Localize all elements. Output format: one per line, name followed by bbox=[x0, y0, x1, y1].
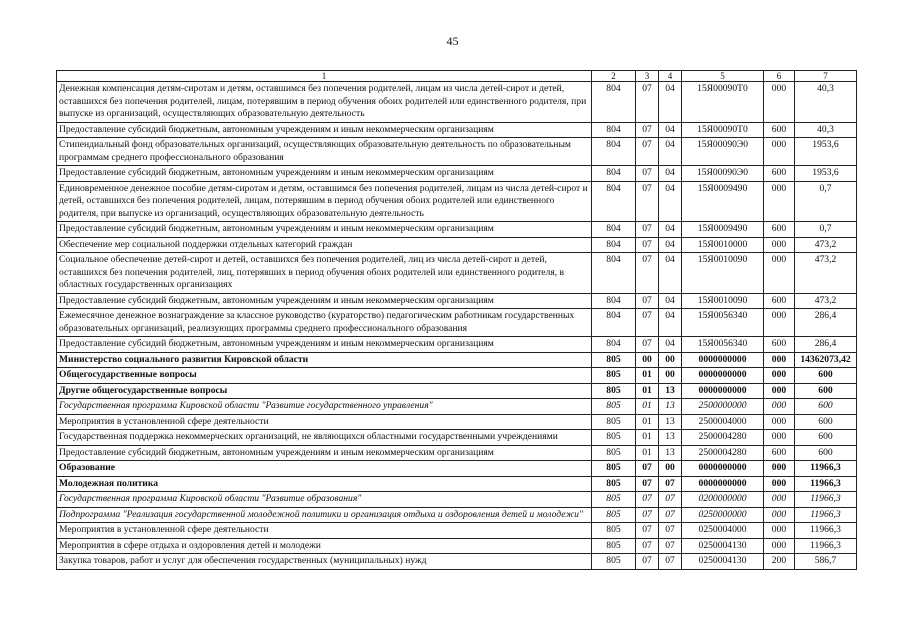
section-code-cell: 07 bbox=[636, 293, 659, 309]
target-article-code-cell: 0000000000 bbox=[682, 383, 764, 399]
section-code-cell: 07 bbox=[636, 237, 659, 253]
section-code-cell: 07 bbox=[636, 309, 659, 337]
subsection-code-cell: 04 bbox=[659, 181, 682, 222]
target-article-code-cell: 2500000000 bbox=[682, 399, 764, 415]
table-row bbox=[57, 383, 857, 399]
table-row bbox=[57, 138, 857, 166]
expense-type-code-cell: 600 bbox=[764, 293, 795, 309]
ministry-code-cell: 805 bbox=[592, 352, 636, 368]
section-code-cell: 07 bbox=[636, 476, 659, 492]
target-article-code-cell: 15Я00090Т0 bbox=[682, 82, 764, 123]
expense-type-code-cell: 200 bbox=[764, 554, 795, 570]
section-code-cell: 01 bbox=[636, 383, 659, 399]
item-name-cell: Мероприятия в сфере отдыха и оздоровления детей и молодежи bbox=[57, 538, 592, 554]
ministry-code-cell: 804 bbox=[592, 82, 636, 123]
target-article-code-cell: 15Я00090Э0 bbox=[682, 138, 764, 166]
item-name-cell: Молодежная политика bbox=[57, 476, 592, 492]
table-row bbox=[57, 461, 857, 477]
subsection-code-cell: 13 bbox=[659, 383, 682, 399]
subsection-code-cell: 04 bbox=[659, 337, 682, 353]
item-name-cell: Мероприятия в установленной сфере деятельности bbox=[57, 414, 592, 430]
table-row bbox=[57, 253, 857, 294]
subsection-code-cell: 04 bbox=[659, 237, 682, 253]
amount-cell: 600 bbox=[795, 399, 857, 415]
subsection-code-cell: 04 bbox=[659, 82, 682, 123]
ministry-code-cell: 805 bbox=[592, 492, 636, 508]
table-row bbox=[57, 309, 857, 337]
table-row bbox=[57, 507, 857, 523]
target-article-code-cell: 0250004130 bbox=[682, 538, 764, 554]
table-row bbox=[57, 476, 857, 492]
item-name-cell: Единовременное денежное пособие детям-сиротам и детям, оставшимся без попечения родителей, лицам из числа детей-сирот и детей, оставшихся без попечения родителей, лицам, потерявшим в период обучения обоих родителей или единственного родителя, при выпуске из организаций, осуществляющих образовательную деятельность bbox=[57, 181, 592, 222]
subsection-code-cell: 07 bbox=[659, 523, 682, 539]
subsection-code-cell: 13 bbox=[659, 445, 682, 461]
column-header: 2 bbox=[592, 71, 636, 82]
amount-cell: 11966,3 bbox=[795, 461, 857, 477]
ministry-code-cell: 804 bbox=[592, 122, 636, 138]
item-name-cell: Предоставление субсидий бюджетным, автономным учреждениям и иным некоммерческим организациям bbox=[57, 445, 592, 461]
amount-cell: 14362073,42 bbox=[795, 352, 857, 368]
section-code-cell: 07 bbox=[636, 138, 659, 166]
target-article-code-cell: 0250000000 bbox=[682, 507, 764, 523]
table-row bbox=[57, 237, 857, 253]
column-header: 1 bbox=[57, 71, 592, 82]
section-code-cell: 07 bbox=[636, 82, 659, 123]
expense-type-code-cell: 000 bbox=[764, 414, 795, 430]
section-code-cell: 01 bbox=[636, 445, 659, 461]
ministry-code-cell: 805 bbox=[592, 445, 636, 461]
ministry-code-cell: 804 bbox=[592, 309, 636, 337]
header-row bbox=[57, 71, 857, 82]
target-article-code-cell: 0000000000 bbox=[682, 368, 764, 384]
amount-cell: 600 bbox=[795, 430, 857, 446]
expense-type-code-cell: 000 bbox=[764, 181, 795, 222]
subsection-code-cell: 04 bbox=[659, 253, 682, 294]
amount-cell: 473,2 bbox=[795, 237, 857, 253]
section-code-cell: 07 bbox=[636, 538, 659, 554]
expense-type-code-cell: 000 bbox=[764, 352, 795, 368]
expense-type-code-cell: 000 bbox=[764, 523, 795, 539]
subsection-code-cell: 04 bbox=[659, 122, 682, 138]
budget-table bbox=[56, 70, 857, 570]
amount-cell: 11966,3 bbox=[795, 507, 857, 523]
amount-cell: 1953,6 bbox=[795, 166, 857, 182]
section-code-cell: 07 bbox=[636, 122, 659, 138]
ministry-code-cell: 804 bbox=[592, 337, 636, 353]
subsection-code-cell: 04 bbox=[659, 309, 682, 337]
amount-cell: 0,7 bbox=[795, 222, 857, 238]
item-name-cell: Обеспечение мер социальной поддержки отдельных категорий граждан bbox=[57, 237, 592, 253]
item-name-cell: Государственная программа Кировской области "Развитие образования" bbox=[57, 492, 592, 508]
amount-cell: 1953,6 bbox=[795, 138, 857, 166]
table-row bbox=[57, 445, 857, 461]
subsection-code-cell: 04 bbox=[659, 138, 682, 166]
expense-type-code-cell: 000 bbox=[764, 492, 795, 508]
item-name-cell: Предоставление субсидий бюджетным, автономным учреждениям и иным некоммерческим организациям bbox=[57, 222, 592, 238]
expense-type-code-cell: 600 bbox=[764, 445, 795, 461]
section-code-cell: 07 bbox=[636, 461, 659, 477]
item-name-cell: Государственная программа Кировской области "Развитие государственного управления" bbox=[57, 399, 592, 415]
column-header: 6 bbox=[764, 71, 795, 82]
column-header: 7 bbox=[795, 71, 857, 82]
ministry-code-cell: 804 bbox=[592, 253, 636, 294]
ministry-code-cell: 805 bbox=[592, 554, 636, 570]
subsection-code-cell: 07 bbox=[659, 554, 682, 570]
amount-cell: 11966,3 bbox=[795, 523, 857, 539]
expense-type-code-cell: 000 bbox=[764, 253, 795, 294]
section-code-cell: 01 bbox=[636, 414, 659, 430]
section-code-cell: 07 bbox=[636, 222, 659, 238]
item-name-cell: Государственная поддержка некоммерческих организаций, не являющихся областными государственными учреждениями bbox=[57, 430, 592, 446]
ministry-code-cell: 804 bbox=[592, 222, 636, 238]
item-name-cell: Социальное обеспечение детей-сирот и детей, оставшихся без попечения родителей, лиц из числа детей-сирот и детей, оставшихся без попечения родителей, лиц, потерявших в период обучения обоих родителей или единственного родителя, в областных государственных организациях bbox=[57, 253, 592, 294]
section-code-cell: 07 bbox=[636, 492, 659, 508]
item-name-cell: Денежная компенсация детям-сиротам и детям, оставшимся без попечения родителей, лицам из числа детей-сирот и детей, оставшихся без попечения родителей, лицам, потерявшим в период обучения обоих родителей или единственного родителя, при выпуске из организаций, осуществляющих образовательную деятельность bbox=[57, 82, 592, 123]
section-code-cell: 00 bbox=[636, 352, 659, 368]
expense-type-code-cell: 000 bbox=[764, 507, 795, 523]
amount-cell: 286,4 bbox=[795, 309, 857, 337]
table-row bbox=[57, 352, 857, 368]
table-row bbox=[57, 181, 857, 222]
section-code-cell: 07 bbox=[636, 554, 659, 570]
subsection-code-cell: 07 bbox=[659, 538, 682, 554]
subsection-code-cell: 07 bbox=[659, 492, 682, 508]
table-row bbox=[57, 414, 857, 430]
ministry-code-cell: 804 bbox=[592, 138, 636, 166]
table-row bbox=[57, 538, 857, 554]
ministry-code-cell: 805 bbox=[592, 368, 636, 384]
item-name-cell: Предоставление субсидий бюджетным, автономным учреждениям и иным некоммерческим организациям bbox=[57, 337, 592, 353]
target-article-code-cell: 15Я00090Э0 bbox=[682, 166, 764, 182]
target-article-code-cell: 2500004280 bbox=[682, 445, 764, 461]
amount-cell: 11966,3 bbox=[795, 492, 857, 508]
expense-type-code-cell: 000 bbox=[764, 368, 795, 384]
item-name-cell: Предоставление субсидий бюджетным, автономным учреждениям и иным некоммерческим организациям bbox=[57, 166, 592, 182]
column-header: 3 bbox=[636, 71, 659, 82]
subsection-code-cell: 00 bbox=[659, 368, 682, 384]
item-name-cell: Предоставление субсидий бюджетным, автономным учреждениям и иным некоммерческим организациям bbox=[57, 293, 592, 309]
expense-type-code-cell: 600 bbox=[764, 122, 795, 138]
ministry-code-cell: 805 bbox=[592, 538, 636, 554]
target-article-code-cell: 15Я00090Т0 bbox=[682, 122, 764, 138]
table-row bbox=[57, 399, 857, 415]
column-header: 4 bbox=[659, 71, 682, 82]
item-name-cell: Ежемесячное денежное вознаграждение за классное руководство (кураторство) педагогическим работникам государственных образовательных организаций, реализующих программы среднего профессионального образования bbox=[57, 309, 592, 337]
section-code-cell: 07 bbox=[636, 253, 659, 294]
section-code-cell: 01 bbox=[636, 430, 659, 446]
item-name-cell: Предоставление субсидий бюджетным, автономным учреждениям и иным некоммерческим организациям bbox=[57, 122, 592, 138]
item-name-cell: Мероприятия в установленной сфере деятельности bbox=[57, 523, 592, 539]
amount-cell: 473,2 bbox=[795, 293, 857, 309]
subsection-code-cell: 13 bbox=[659, 399, 682, 415]
target-article-code-cell: 15Я0010000 bbox=[682, 237, 764, 253]
target-article-code-cell: 0200000000 bbox=[682, 492, 764, 508]
ministry-code-cell: 804 bbox=[592, 181, 636, 222]
ministry-code-cell: 805 bbox=[592, 430, 636, 446]
amount-cell: 600 bbox=[795, 368, 857, 384]
table-row bbox=[57, 337, 857, 353]
section-code-cell: 07 bbox=[636, 507, 659, 523]
table-row bbox=[57, 554, 857, 570]
table-row bbox=[57, 166, 857, 182]
expense-type-code-cell: 000 bbox=[764, 82, 795, 123]
table-row bbox=[57, 82, 857, 123]
column-header: 5 bbox=[682, 71, 764, 82]
expense-type-code-cell: 000 bbox=[764, 237, 795, 253]
expense-type-code-cell: 000 bbox=[764, 476, 795, 492]
amount-cell: 40,3 bbox=[795, 122, 857, 138]
target-article-code-cell: 2500004000 bbox=[682, 414, 764, 430]
target-article-code-cell: 15Я0009490 bbox=[682, 222, 764, 238]
target-article-code-cell: 2500004280 bbox=[682, 430, 764, 446]
target-article-code-cell: 15Я0010090 bbox=[682, 293, 764, 309]
amount-cell: 286,4 bbox=[795, 337, 857, 353]
item-name-cell: Другие общегосударственные вопросы bbox=[57, 383, 592, 399]
table-row bbox=[57, 122, 857, 138]
amount-cell: 473,2 bbox=[795, 253, 857, 294]
target-article-code-cell: 15Я0010090 bbox=[682, 253, 764, 294]
expense-type-code-cell: 000 bbox=[764, 309, 795, 337]
target-article-code-cell: 15Я0056340 bbox=[682, 337, 764, 353]
target-article-code-cell: 0000000000 bbox=[682, 352, 764, 368]
expense-type-code-cell: 000 bbox=[764, 461, 795, 477]
table-row bbox=[57, 492, 857, 508]
table-row bbox=[57, 293, 857, 309]
expense-type-code-cell: 000 bbox=[764, 399, 795, 415]
subsection-code-cell: 13 bbox=[659, 430, 682, 446]
expense-type-code-cell: 600 bbox=[764, 222, 795, 238]
amount-cell: 40,3 bbox=[795, 82, 857, 123]
target-article-code-cell: 0250004130 bbox=[682, 554, 764, 570]
table-row bbox=[57, 222, 857, 238]
target-article-code-cell: 15Я0056340 bbox=[682, 309, 764, 337]
item-name-cell: Стипендиальный фонд образовательных организаций, осуществляющих образовательную деятельность по образовательным программам среднего профессионального образования bbox=[57, 138, 592, 166]
expense-type-code-cell: 000 bbox=[764, 138, 795, 166]
section-code-cell: 07 bbox=[636, 166, 659, 182]
subsection-code-cell: 00 bbox=[659, 461, 682, 477]
target-article-code-cell: 15Я0009490 bbox=[682, 181, 764, 222]
section-code-cell: 07 bbox=[636, 337, 659, 353]
amount-cell: 0,7 bbox=[795, 181, 857, 222]
section-code-cell: 07 bbox=[636, 181, 659, 222]
ministry-code-cell: 805 bbox=[592, 383, 636, 399]
subsection-code-cell: 04 bbox=[659, 222, 682, 238]
expense-type-code-cell: 000 bbox=[764, 538, 795, 554]
subsection-code-cell: 07 bbox=[659, 476, 682, 492]
expense-type-code-cell: 000 bbox=[764, 383, 795, 399]
subsection-code-cell: 04 bbox=[659, 293, 682, 309]
expense-type-code-cell: 600 bbox=[764, 337, 795, 353]
section-code-cell: 07 bbox=[636, 523, 659, 539]
item-name-cell: Закупка товаров, работ и услуг для обеспечения государственных (муниципальных) нужд bbox=[57, 554, 592, 570]
expense-type-code-cell: 600 bbox=[764, 166, 795, 182]
item-name-cell: Общегосударственные вопросы bbox=[57, 368, 592, 384]
page-number: 45 bbox=[446, 34, 459, 48]
table-row bbox=[57, 368, 857, 384]
ministry-code-cell: 804 bbox=[592, 293, 636, 309]
amount-cell: 586,7 bbox=[795, 554, 857, 570]
target-article-code-cell: 0250004000 bbox=[682, 523, 764, 539]
table-row bbox=[57, 523, 857, 539]
section-code-cell: 01 bbox=[636, 368, 659, 384]
table-row bbox=[57, 430, 857, 446]
item-name-cell: Министерство социального развития Кировской области bbox=[57, 352, 592, 368]
ministry-code-cell: 804 bbox=[592, 166, 636, 182]
ministry-code-cell: 805 bbox=[592, 523, 636, 539]
ministry-code-cell: 805 bbox=[592, 507, 636, 523]
section-code-cell: 01 bbox=[636, 399, 659, 415]
expense-type-code-cell: 000 bbox=[764, 430, 795, 446]
subsection-code-cell: 07 bbox=[659, 507, 682, 523]
item-name-cell: Подпрограмма "Реализация государственной молодежной политики и организация отдыха и оздоровления детей и молодежи" bbox=[57, 507, 592, 523]
amount-cell: 11966,3 bbox=[795, 538, 857, 554]
amount-cell: 600 bbox=[795, 414, 857, 430]
target-article-code-cell: 0000000000 bbox=[682, 476, 764, 492]
target-article-code-cell: 0000000000 bbox=[682, 461, 764, 477]
item-name-cell: Образование bbox=[57, 461, 592, 477]
amount-cell: 11966,3 bbox=[795, 476, 857, 492]
subsection-code-cell: 13 bbox=[659, 414, 682, 430]
ministry-code-cell: 805 bbox=[592, 476, 636, 492]
ministry-code-cell: 805 bbox=[592, 461, 636, 477]
amount-cell: 600 bbox=[795, 445, 857, 461]
ministry-code-cell: 804 bbox=[592, 237, 636, 253]
ministry-code-cell: 805 bbox=[592, 399, 636, 415]
subsection-code-cell: 00 bbox=[659, 352, 682, 368]
amount-cell: 600 bbox=[795, 383, 857, 399]
subsection-code-cell: 04 bbox=[659, 166, 682, 182]
ministry-code-cell: 805 bbox=[592, 414, 636, 430]
